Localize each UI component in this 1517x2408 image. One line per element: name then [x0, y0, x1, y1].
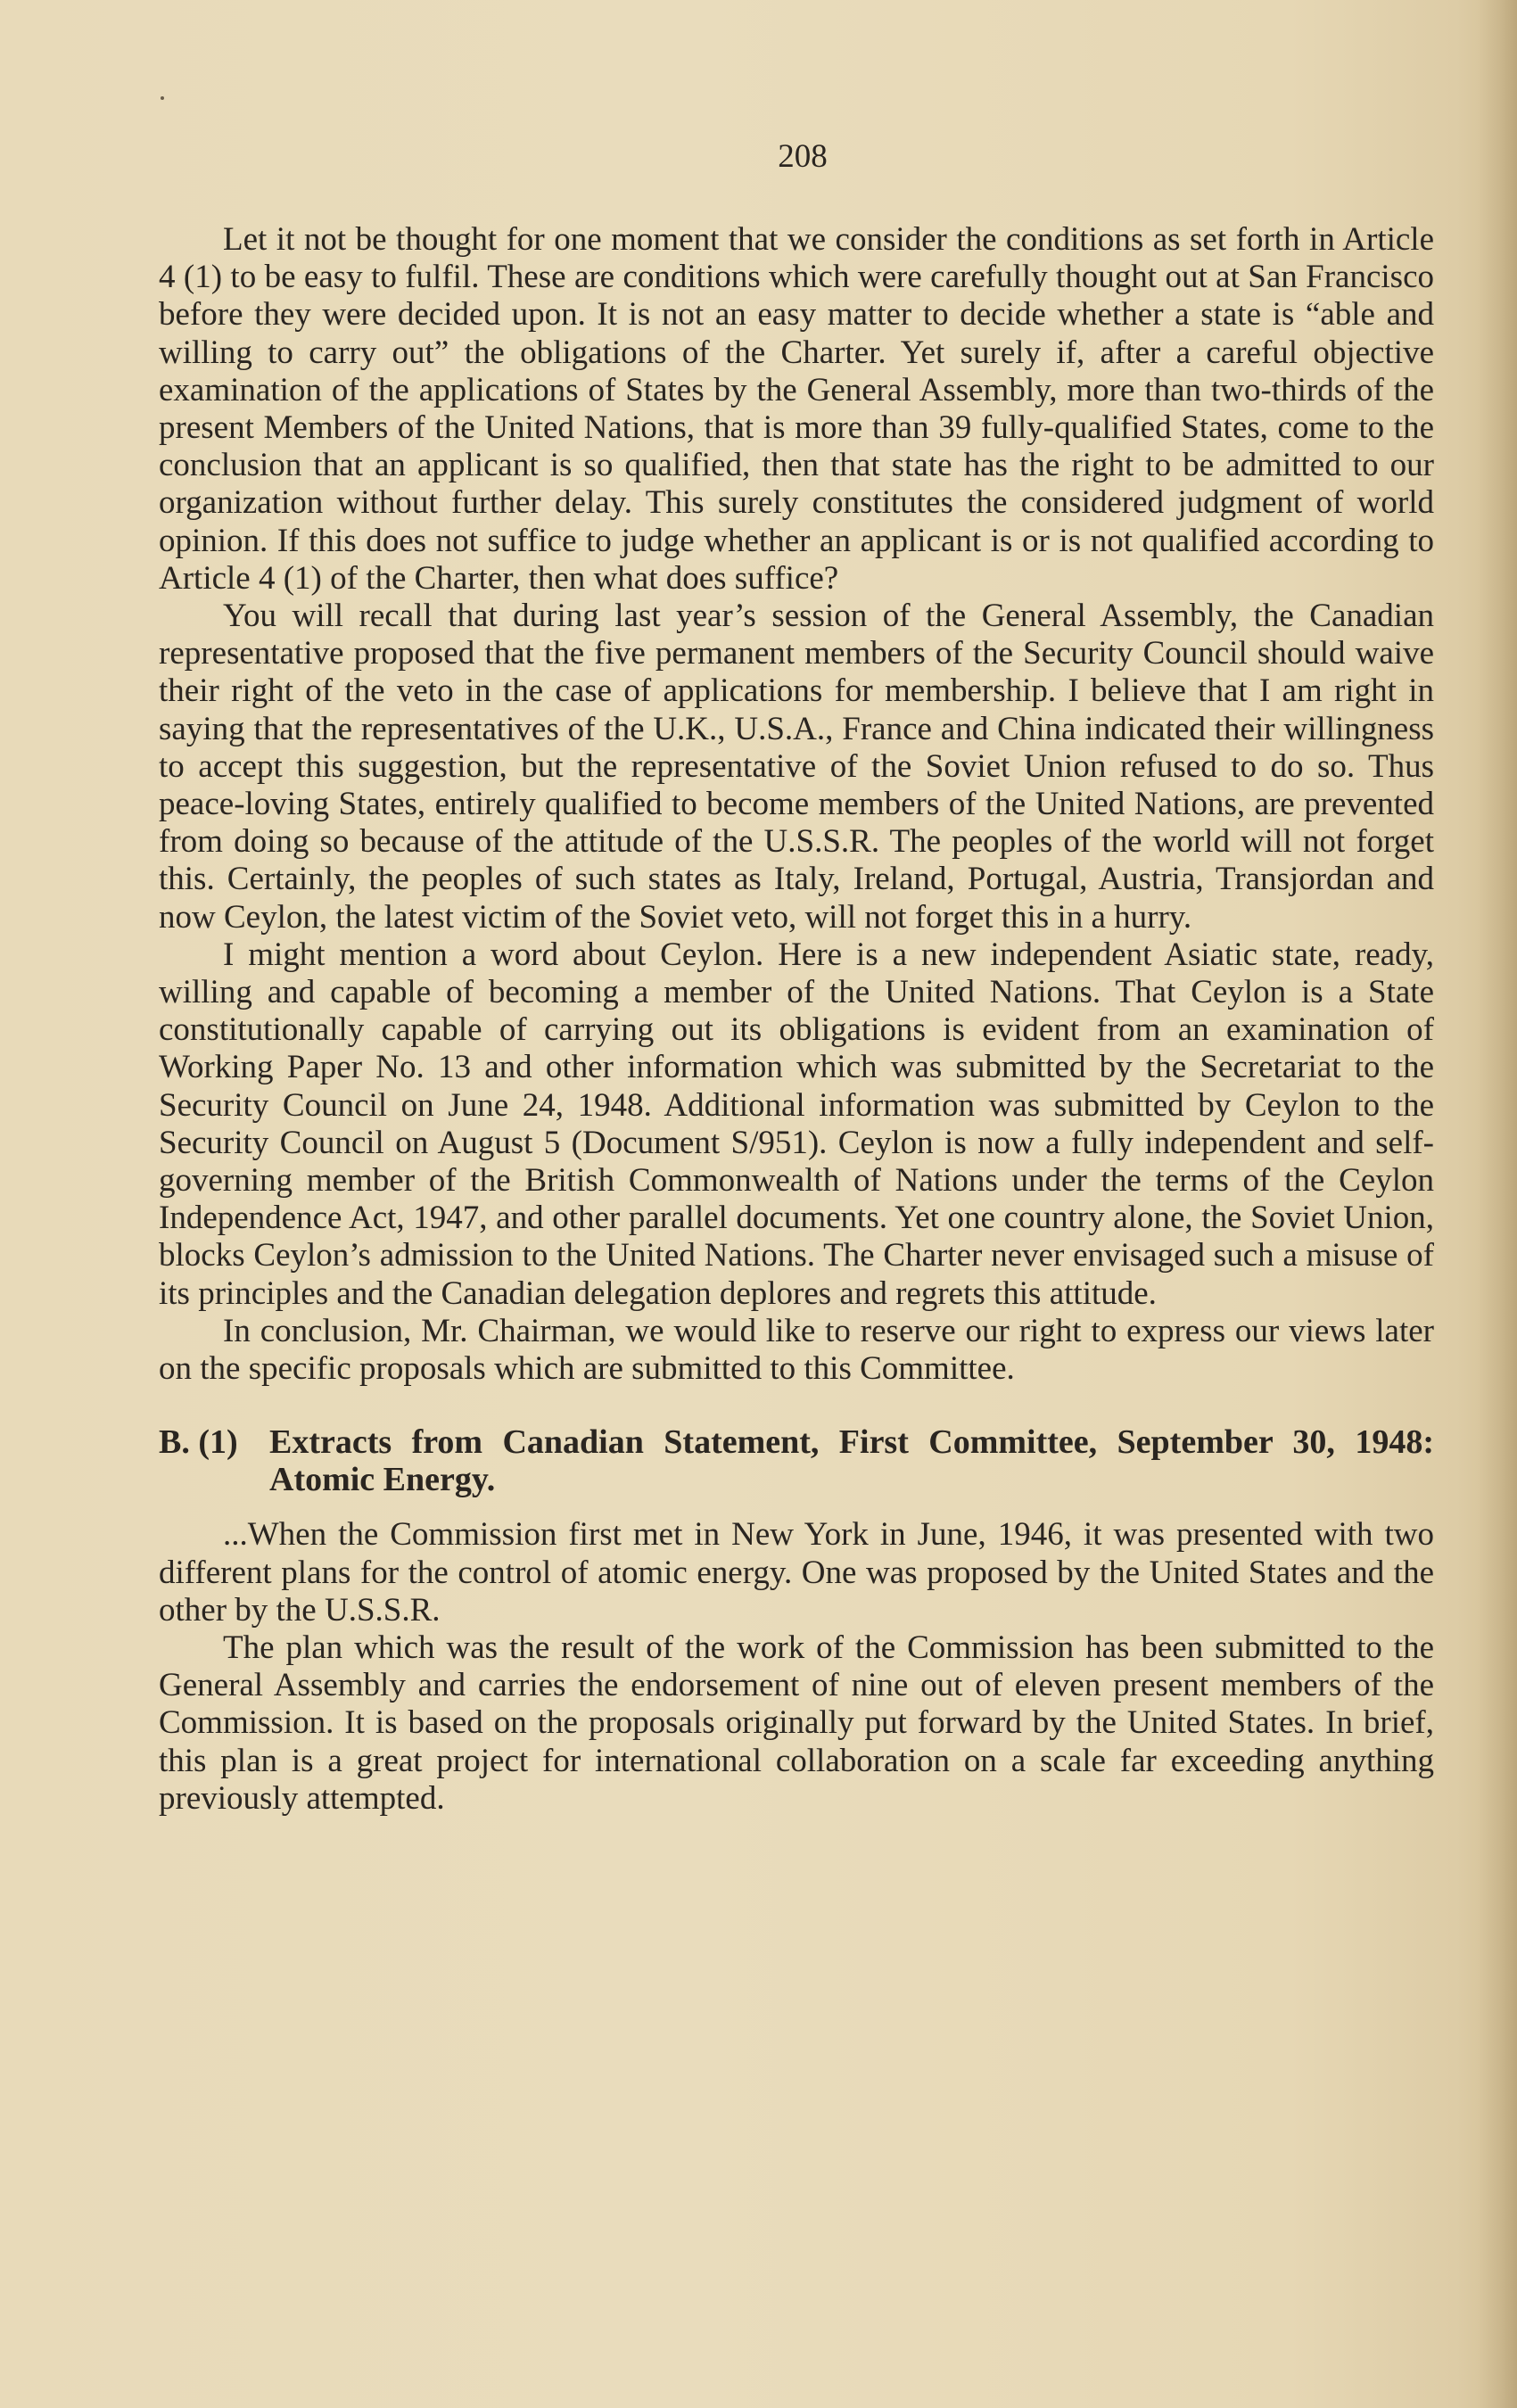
- page-edge-shadow: [1478, 0, 1517, 2408]
- paper-speck: [161, 96, 164, 100]
- page-number: 208: [778, 138, 828, 175]
- paragraph-ceylon: I might mention a word about Ceylon. Here is a new independent Asiatic state, ready, willing and capable of becoming a member of the United Nations. That Ceylon is a State constitutionally capable of carrying out its obligations is evident from an examination of Working Paper No. 13 and other information which was submitted by the Secretariat to the Security Council on June 24, 1948. Additional information was submitted by Ceylon to the Security Council on August 5 (Document S/951). Ceylon is now a fully independent and self-governing member of the British Commonwealth of Nations under the terms of the Ceylon Independence Act, 1947, and other parallel documents. Yet one country alone, the Soviet Union, blocks Ceylon’s admission to the United Nations. The Charter never envisaged such a misuse of its principles and the Canadian delegation deplores and regrets this attitude.: [159, 936, 1434, 1312]
- paragraph-commission: ...When the Commission first met in New York in June, 1946, it was presented with two different plans for the control of atomic energy. One was proposed by the United States and the other by the U.S.S.R.: [159, 1516, 1434, 1629]
- section-number: B. (1): [159, 1423, 238, 1462]
- paragraph-veto: You will recall that during last year’s session of the General Assembly, the Canadian representative proposed that the five permanent members of the Security Council should waive their right of the veto in the case of applications for membership. I believe that I am right in saying that the representatives of the U.K., U.S.A., France and China indicated their willingness to accept this suggestion, but the representative of the Soviet Union refused to do so. Thus peace-loving States, entirely qualified to become members of the United Nations, are prevented from doing so because of the attitude of the U.S.S.R. The peoples of the world will not forget this. Certainly, the peoples of such states as Italy, Ireland, Portugal, Austria, Transjordan and now Ceylon, the latest victim of the Soviet veto, will not forget this in a hurry.: [159, 598, 1434, 936]
- paragraph-conditions: Let it not be thought for one moment that we consider the conditions as set forth in Article 4 (1) to be easy to fulfil. These are conditions which were carefully thought out at San Francisco before they were decided upon. It is not an easy matter to decide whether a state is “able and willing to carry out” the obligations of the Charter. Yet surely if, after a careful objective examination of the applications of States by the General Assembly, more than two-thirds of the present Members of the United Nations, that is more than 39 fully-qualified States, come to the conclusion that an applicant is so qualified, then that state has the right to be admitted to our organization without further delay. This surely constitutes the considered judgment of world opinion. If this does not suffice to judge whether an applicant is or is not qualified according to Article 4 (1) of the Charter, then what does suffice?: [159, 221, 1434, 597]
- section-heading: [159, 1423, 1434, 1498]
- page-body: [159, 221, 1434, 1818]
- paragraph-conclusion: In conclusion, Mr. Chairman, we would like to reserve our right to express our views later on the specific proposals which are submitted to this Committee.: [159, 1312, 1434, 1388]
- paragraph-plan: The plan which was the result of the work of the Commission has been submitted to the General Assembly and carries the endorsement of nine out of eleven present members of the Commission. It is based on the proposals originally put forward by the United States. In brief, this plan is a great project for international collaboration on a scale far exceeding anything previously attempted.: [159, 1629, 1434, 1817]
- section-title: Extracts from Canadian Statement, First Committee, September 30, 1948: Atomic Energy.: [269, 1423, 1434, 1499]
